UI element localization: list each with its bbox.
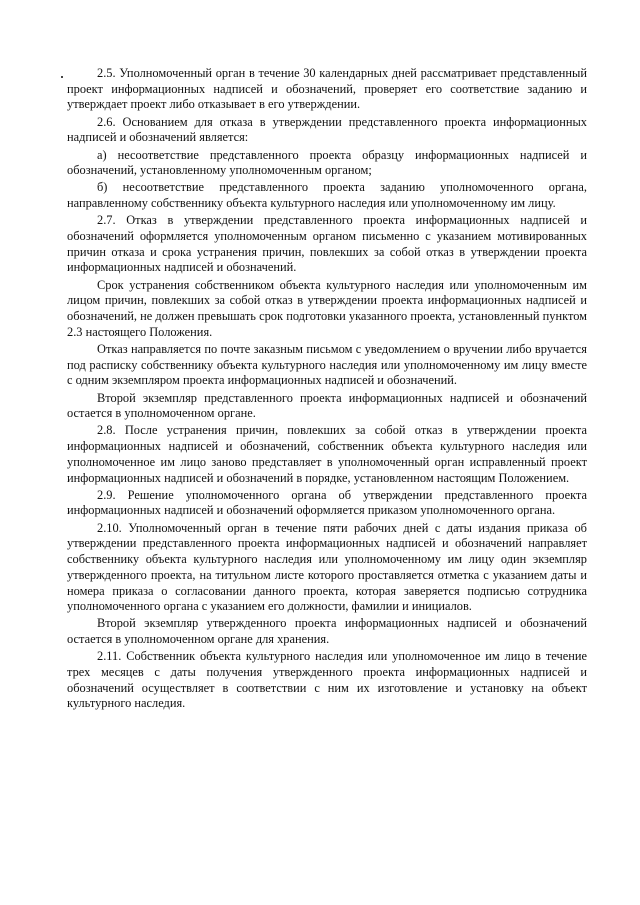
paragraph-2-7-delivery: Отказ направляется по почте заказным письмом с уведомлением о вручении либо вручается под расписку собственнику объекта культурного наследия или уполномоченному им лицу вместе с одним экземпляром проекта информационных надписей и обозначений. (67, 341, 587, 388)
paragraph-2-7-deadline: Срок устранения собственником объекта культурного наследия или уполномоченным им лицом причин, повлекших за собой отказ в утверждении проекта информационных надписей и обозначений, не должен превышать срок подготовки указанного проекта, установленный пунктом 2.3 настоящего Положения. (67, 277, 587, 339)
paragraph-2-8: 2.8. После устранения причин, повлекших за собой отказ в утверждении проекта информационных надписей и обозначений, собственник объекта культурного наследия или уполномоченное им лицо заново представляет в уполномоченный орган исправленный проект информационных надписей и обозначений в порядке, установленном настоящим Положением. (67, 423, 587, 485)
document-body (67, 66, 587, 714)
paragraph-2-5: 2.5. Уполномоченный орган в течение 30 календарных дней рассматривает представленный проект информационных надписей и обозначений, проверяет его соответствие заданию и утверждает проект либо отказывает в его утверждении. (67, 66, 587, 112)
paragraph-2-6-b: б) несоответствие представленного проекта заданию уполномоченного органа, направленному собственнику объекта культурного наследия или уполномоченному им лицу. (67, 180, 587, 211)
scan-mark (61, 76, 63, 78)
paragraph-2-6: 2.6. Основанием для отказа в утверждении представленного проекта информационных надписей и обозначений является: (67, 114, 587, 145)
paragraph-2-7-second-copy: Второй экземпляр представленного проекта информационных надписей и обозначений остается в уполномоченном органе. (67, 390, 587, 421)
paragraph-2-6-a: а) несоответствие представленного проекта образцу информационных надписей и обозначений, установленному уполномоченным органом; (67, 147, 587, 178)
paragraph-2-7: 2.7. Отказ в утверждении представленного проекта информационных надписей и обозначений оформляется уполномоченным органом письменно с указанием мотивированных причин отказа и срока устранения причин, повлекших за собой отказ в утверждении проекта информационных надписей и обозначений. (67, 213, 587, 275)
paragraph-2-9: 2.9. Решение уполномоченного органа об утверждении представленного проекта информационных надписей и обозначений оформляется приказом уполномоченного органа. (67, 487, 587, 518)
paragraph-2-10-second-copy: Второй экземпляр утвержденного проекта информационных надписей и обозначений остается в уполномоченном органе для хранения. (67, 616, 587, 647)
paragraph-2-11: 2.11. Собственник объекта культурного наследия или уполномоченное им лицо в течение трех месяцев с даты получения утвержденного проекта информационных надписей и обозначений осуществляет в соответствии с ним их изготовление и установку на объект культурного наследия. (67, 649, 587, 711)
paragraph-2-10: 2.10. Уполномоченный орган в течение пяти рабочих дней с даты издания приказа об утверждении представленного проекта информационных надписей и обозначений направляет собственнику объекта культурного наследия или уполномоченному им лицу один экземпляр утвержденного проекта, на титульном листе которого проставляется отметка с указанием даты и номера приказа о согласовании данного проекта, которая заверяется подписью сотрудника уполномоченного органа с указанием его должности, фамилии и инициалов. (67, 520, 587, 614)
